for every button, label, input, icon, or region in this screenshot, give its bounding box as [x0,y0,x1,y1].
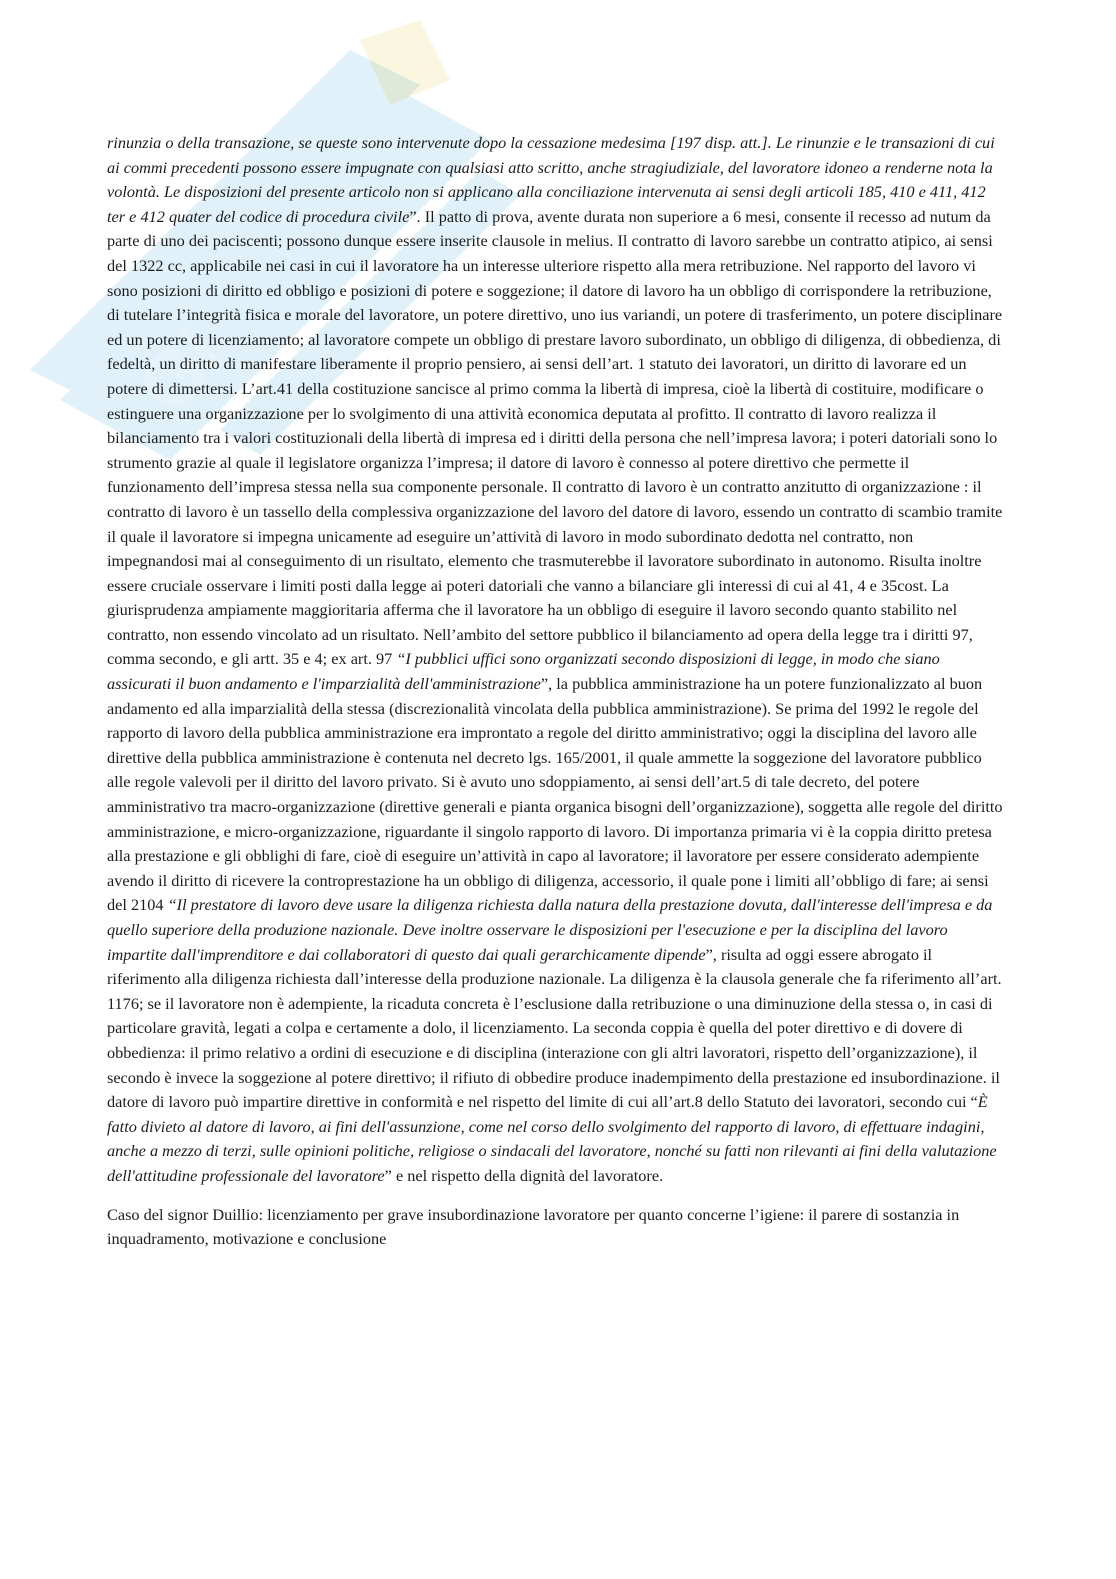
quote-art-8-statuto: È fatto divieto al datore di lavoro, ai fini dell'assunzione, come nel corso dello svolgimento del rapporto di lavoro, di effettuare indagini, anche a mezzo di terzi, sulle opinioni politiche, religiose o sindacali del lavoratore, nonché su fatti non rilevanti ai fini della valutazione dell'attitudine professionale del lavoratore [107,1092,997,1185]
document-body [107,131,1007,1252]
quote-art-2113: rinunzia o della transazione, se queste sono intervenute dopo la cessazione medesima [197 disp. att.]. Le rinunzie e le transazioni di cui ai commi precedenti possono essere impugnate con qualsiasi atto scritto, anche stragiudiziale, del lavoratore idoneo a renderne nota la volontà. Le disposizioni del presente articolo non si applicano alla conciliazione intervenuta ai sensi degli articoli 185, 410 e 411, 412 ter e 412 quater del codice di procedura civile [107,133,995,226]
paragraph-case-duillio: Caso del signor Duillio: licenziamento per grave insubordinazione lavoratore per quanto concerne l’igiene: il parere di sostanzia in inquadramento, motivazione e conclusione [107,1204,960,1249]
quote-art-97: “I pubblici uffici sono organizzati secondo disposizioni di legge, in modo che siano assicurati il buon andamento e l'imparzialità dell'amministrazione [107,649,940,694]
paragraph-main: rinunzia o della transazione, se queste sono intervenute dopo la cessazione medesima [197 disp. att.]. Le rinunzie e le transazioni di cui ai commi precedenti possono essere impugnate con qualsiasi atto scritto, anche stragiudiziale, del lavoratore idoneo a renderne nota la volontà. Le disposizioni del presente articolo non si applicano alla conciliazione intervenuta ai sensi degli articoli 185, 410 e 411, 412 ter e 412 quater del codice di procedura civile”. Il patto di prova, avente durata non superiore a 6 mesi, consente il recesso ad nutum da parte di uno dei paciscenti; possono dunque essere inserite clausole in melius. Il contratto di lavoro sarebbe un contratto atipico, ai sensi del 1322 cc, applicabile nei casi in cui il lavoratore ha un interesse ulteriore rispetto alla mera retribuzione. Nel rapporto del lavoro vi sono posizioni di diritto ed obbligo e posizioni di potere e soggezione; il datore di lavoro ha un obbligo di corrispondere la retribuzione, di tutelare l’integrità fisica e morale del lavoratore, un potere direttivo, uno ius variandi, un potere di trasferimento, un potere disciplinare ed un potere di licenziamento; al lavoratore compete un obbligo di prestare lavoro subordinato, un obbligo di diligenza, di obbedienza, di fedeltà, un diritto di manifestare liberamente il proprio pensiero, ai sensi dell’art. 1 statuto dei lavoratori, un diritto di lavorare ed un potere di dimettersi. L’art.41 della costituzione sancisce al primo comma la libertà di impresa, cioè la libertà di costituire, modificare o estinguere una organizzazione per lo svolgimento di una attività economica deputata al profitto. Il contratto di lavoro realizza il bilanciamento tra i valori costituzionali della libertà di impresa ed i diritti della persona che nell’impresa lavora; i poteri datoriali sono lo strumento grazie al quale il legislatore organizza l’impresa; il datore di lavoro è connesso al potere direttivo che permette il funzionamento dell’impresa stessa nella sua componente personale. Il contratto di lavoro è un contratto anzitutto di organizzazione : il contratto di lavoro è un tassello della complessiva organizzazione del lavoro del datore di lavoro, essendo un contratto di scambio tramite il quale il lavoratore si impegna unicamente ad eseguire un’attività di lavoro in modo subordinato dedotta nel contratto, non impegnandosi mai al conseguimento di un risultato, elemento che trasmuterebbe il lavoratore subordinato in autonomo. Risulta inoltre essere cruciale osservare i limiti posti dalla legge ai poteri datoriali che vanno a bilanciare gli interessi di cui al 41, 4 e 35cost. La giurisprudenza ampiamente maggioritaria afferma che il lavoratore ha un obbligo di eseguire il lavoro secondo quanto stabilito nel contratto, non essendo vincolato ad un risultato. Nell’ambito del settore pubblico il bilanciamento ad opera della legge tra i diritti 97, comma secondo, e gli artt. 35 e 4; ex art. 97 “I pubblici uffici sono organizzati secondo disposizioni di legge, in modo che siano assicurati il buon andamento e l'imparzialità dell'amministrazione”, la pubblica amministrazione ha un potere funzionalizzato al buon andamento ed alla imparzialità della stessa (discrezionalità vincolata della pubblica amministrazione). Se prima del 1992 le regole del rapporto di lavoro della pubblica amministrazione era improntato a regole del diritto amministrativo; oggi la disciplina del lavoro alle direttive della pubblica amministrazione è contenuta nel decreto lgs. 165/2001, il quale ammette la soggezione del lavoratore pubblico alle regole valevoli per il diritto del lavoro privato. Si è avuto uno sdoppiamento, ai sensi dell’art.5 di tale decreto, del potere amministrativo tra macro-organizzazione (direttive generali e pianta organica bisogni dell’organizzazione), soggetta alle regole del diritto amministrazione, e micro-organizzazione, riguardante il singolo rapporto di lavoro. Di importanza primaria vi è la coppia diritto pretesa alla prestazione e gli obblighi di fare, cioè di eseguire un’attività in capo al lavoratore; il lavoratore per essere considerato adempiente avendo il diritto di ricevere la controprestazione ha un obbligo di diligenza, accessorio, il quale pone i limiti all’obbligo di fare; ai sensi del 2104 “Il prestatore di lavoro deve usare la diligenza richiesta dalla natura della prestazione dovuta, dall'interesse dell'impresa e da quello superiore della produzione nazionale. Deve inoltre osservare le disposizioni per l'esecuzione e per la disciplina del lavoro impartite dall'imprenditore e dai collaboratori di questo dai quali gerarchicamente dipende”, risulta ad oggi essere abrogato il riferimento alla diligenza richiesta dall’interesse della produzione nazionale. La diligenza è la clausola generale che fa riferimento all’art. 1176; se il lavoratore non è adempiente, la ricaduta concreta è l’esclusione dalla retribuzione o una diminuzione della stessa o, in casi di particolare gravità, legati a colpa e certamente a dolo, il licenziamento. La seconda coppia è quella del poter direttivo e di dovere di obbedienza: il primo relativo a ordini di esecuzione e di disciplina (interazione con gli altri lavoratori, rispetto dell’organizzazione), il secondo è invece la soggezione al potere direttivo; il rifiuto di obbedire produce inadempimento della prestazione ed insubordinazione. il datore di lavoro può impartire direttive in conformità e nel rispetto del limite di cui all’art.8 dello Statuto dei lavoratori, secondo cui “È fatto divieto al datore di lavoro, ai fini dell'assunzione, come nel corso dello svolgimento del rapporto di lavoro, di effettuare indagini, anche a mezzo di terzi, sulle opinioni politiche, religiose o sindacali del lavoratore, nonché su fatti non rilevanti ai fini della valutazione dell'attitudine professionale del lavoratore” e nel rispetto della dignità del lavoratore. [107,133,1003,1185]
quote-art-2104: “Il prestatore di lavoro deve usare la diligenza richiesta dalla natura della prestazione dovuta, dall'interesse dell'impresa e da quello superiore della produzione nazionale. Deve inoltre osservare le disposizioni per l'esecuzione e per la disciplina del lavoro impartite dall'imprenditore e dai collaboratori di questo dai quali gerarchicamente dipende [107,895,993,964]
svg-text:Gi: Gi [120,310,241,431]
